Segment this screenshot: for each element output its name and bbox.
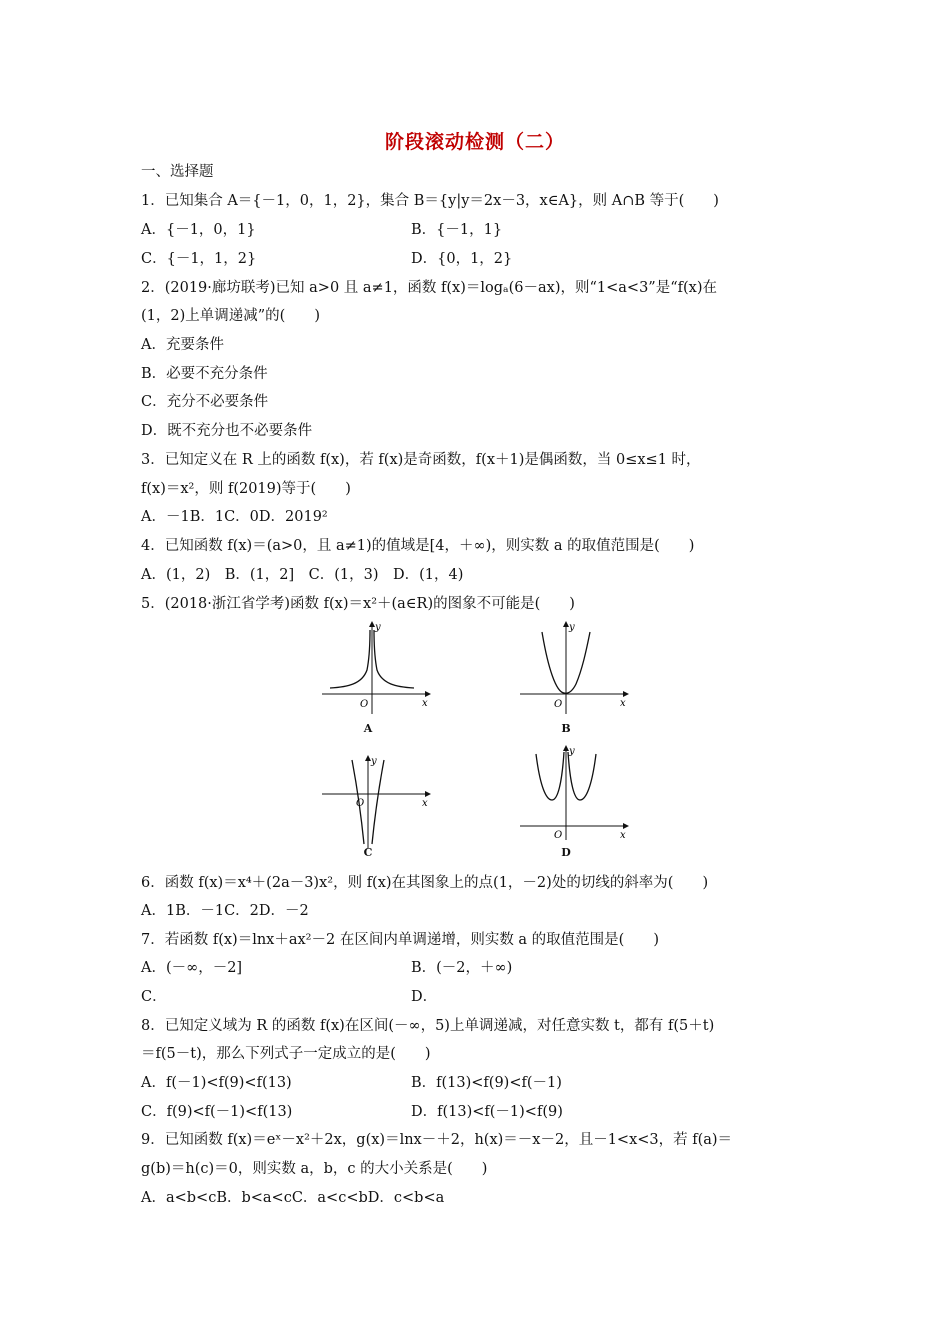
q8-stem-line2: ＝f(5－t)，那么下列式子一定成立的是( ) — [141, 1046, 431, 1062]
section-heading: 一、选择题 — [141, 164, 214, 180]
graph-b-x-label: x — [620, 698, 626, 709]
q9-stem-line2: g(b)＝h(c)＝0，则实数 a，b，c 的大小关系是( ) — [141, 1161, 488, 1177]
graph-a-x-label: x — [422, 698, 428, 709]
q1-option-d: D．{0，1，2} — [411, 251, 513, 267]
q1-option-c: C．{－1，1，2} — [141, 251, 257, 267]
q8-option-a: A．f(－1)<f(9)<f(13) — [141, 1075, 292, 1091]
graph-b — [516, 618, 636, 718]
graph-a-origin: O — [360, 699, 369, 710]
q5-stem: 5．(2018·浙江省学考)函数 f(x)＝x²＋(a∈R)的图象不可能是( ) — [141, 596, 575, 612]
q2-stem-line2: (1，2)上单调递减”的( ) — [141, 308, 320, 324]
graph-d-y-label: y — [569, 746, 575, 757]
q7-option-c: C． — [141, 989, 167, 1005]
q2-stem-line1: 2．(2019·廊坊联考)已知 a>0 且 a≠1，函数 f(x)＝logₐ(6－ax)，则“1<a<3”是“f(x)在 — [141, 280, 717, 296]
q1-stem: 1．已知集合 A＝{－1，0，1，2}，集合 B＝{y|y＝2x－3，x∈A}，则 A∩B 等于( ) — [141, 193, 719, 209]
graph-a — [318, 618, 438, 718]
q4-options: A．(1，2) B．(1，2] C．(1，3) D．(1，4) — [141, 567, 464, 583]
graph-b-origin: O — [554, 699, 563, 710]
q8-option-d: D．f(13)<f(－1)<f(9) — [411, 1104, 563, 1120]
q7-option-d: D． — [411, 989, 438, 1005]
graph-c-x-label: x — [422, 798, 428, 809]
graph-b-y-label: y — [569, 622, 575, 633]
graph-d — [516, 742, 636, 842]
q2-option-c: C．充分不必要条件 — [141, 394, 269, 410]
q7-option-b: B．(－2，＋∞) — [411, 960, 513, 976]
graph-c-caption: C — [363, 846, 373, 859]
graph-c-origin: O — [356, 798, 365, 809]
graph-a-y-label: y — [375, 622, 381, 633]
q8-stem-line1: 8．已知定义域为 R 的函数 f(x)在区间(－∞，5)上单调递减，对任意实数 t，都有 f(5＋t) — [141, 1018, 715, 1034]
q9-options: A．a<b<cB．b<a<cC．a<c<bD．c<b<a — [141, 1190, 445, 1206]
q2-option-a: A．充要条件 — [141, 337, 224, 353]
q7-stem: 7．若函数 f(x)＝lnx＋ax²－2 在区间内单调递增，则实数 a 的取值范围是( ) — [141, 932, 659, 948]
q7-option-a: A．(－∞，－2] — [141, 960, 243, 976]
graph-c-y-label: y — [371, 756, 377, 767]
q1-option-b: B．{－1，1} — [411, 222, 503, 238]
graph-c — [318, 752, 438, 852]
graph-d-caption: D — [561, 846, 571, 859]
q9-stem-line1: 9．已知函数 f(x)＝eˣ－x²＋2x，g(x)＝lnx－＋2，h(x)＝－x－2，且－1<x<3，若 f(a)＝ — [141, 1132, 733, 1148]
graph-b-caption: B — [561, 722, 571, 735]
q8-option-b: B．f(13)<f(9)<f(－1) — [411, 1075, 562, 1091]
graph-d-x-label: x — [620, 830, 626, 841]
q1-option-a: A．{－1，0，1} — [141, 222, 256, 238]
graph-a-caption: A — [363, 722, 373, 735]
page-title: 阶段滚动检测（二） — [384, 131, 565, 153]
q2-option-d: D．既不充分也不必要条件 — [141, 423, 313, 439]
q6-stem: 6．函数 f(x)＝x⁴＋(2a－3)x²，则 f(x)在其图象上的点(1，－2)处的切线的斜率为( ) — [141, 875, 709, 891]
q3-stem-line2: f(x)＝x²，则 f(2019)等于( ) — [141, 481, 351, 497]
q4-stem: 4．已知函数 f(x)＝(a>0，且 a≠1)的值域是[4，＋∞)，则实数 a 的取值范围是( ) — [141, 538, 695, 554]
q2-option-b: B．必要不充分条件 — [141, 366, 268, 382]
q6-options: A．1B．－1C．2D．－2 — [141, 903, 309, 919]
q3-options: A．－1B．1C．0D．2019² — [141, 509, 328, 525]
graph-d-origin: O — [554, 830, 563, 841]
q3-stem-line1: 3．已知定义在 R 上的函数 f(x)，若 f(x)是奇函数，f(x＋1)是偶函数，当 0≤x≤1 时， — [141, 452, 701, 468]
q8-option-c: C．f(9)<f(－1)<f(13) — [141, 1104, 293, 1120]
